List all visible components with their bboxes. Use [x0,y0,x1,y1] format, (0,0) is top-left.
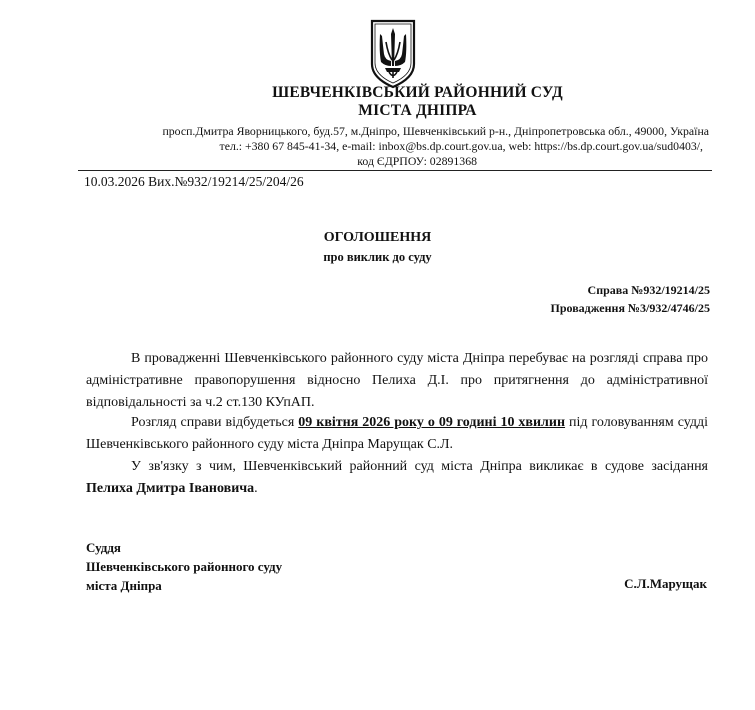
hearing-text-end: під головуванням судді Шевченківського районного суду міста Дніпра Марущак С.Л. [86,415,708,452]
header-divider [78,170,712,171]
case-number: Справа №932/19214/25 [587,283,710,297]
coat-of-arms-icon [368,18,418,90]
summons-period: . [254,481,258,496]
court-name-line1: ШЕВЧЕНКІВСЬКИЙ РАЙОННИЙ СУД [272,84,563,101]
court-address: просп.Дмитра Яворницького, буд.57, м.Дніпро, Шевченківський р-н., Дніпропетровська обл., 49000, Україна [162,124,709,138]
document-subtitle: про виклик до суду [323,250,432,264]
court-name-line2: МІСТА ДНІПРА [358,102,477,119]
summons-text: У зв'язку з чим, Шевченківський районний суд міста Дніпра викликає в судове засідання [131,459,708,474]
signature-role: Суддя [86,540,121,555]
judge-name: С.Л.Марущак [624,576,707,591]
document-title: ОГОЛОШЕННЯ [323,230,432,245]
court-contacts: тел.: +380 67 845-41-34, e-mail: inbox@bs.dp.court.gov.ua, web: https://bs.dp.court.gov.ua/sud0403/, [219,139,703,153]
signature-city: міста Дніпра [86,578,162,593]
signature-court: Шевченківського районного суду [86,559,283,574]
paragraph-proceeding: В провадженні Шевченківського районного суду міста Дніпра перебуває на розгляді справа про адміністративне правопорушення відносно Пелиха Д.І. про притягнення до адміністративної відповідальності за ч.2 ст.130 КУпАП. [86,351,708,410]
paragraph-summons [86,456,708,500]
paragraph-hearing [86,412,708,456]
outgoing-number: 10.03.2026 Вих.№932/19214/25/204/26 [84,174,304,189]
proceeding-number: Провадження №3/932/4746/25 [550,301,710,315]
summoned-person: Пелиха Дмитра Івановича [86,481,255,496]
hearing-text-start: Розгляд справи відбудеться [131,415,299,430]
hearing-datetime: 09 квітня 2026 року о 09 годині 10 хвилин [298,415,566,430]
court-edrpou-code: код ЄДРПОУ: 02891368 [357,154,477,168]
